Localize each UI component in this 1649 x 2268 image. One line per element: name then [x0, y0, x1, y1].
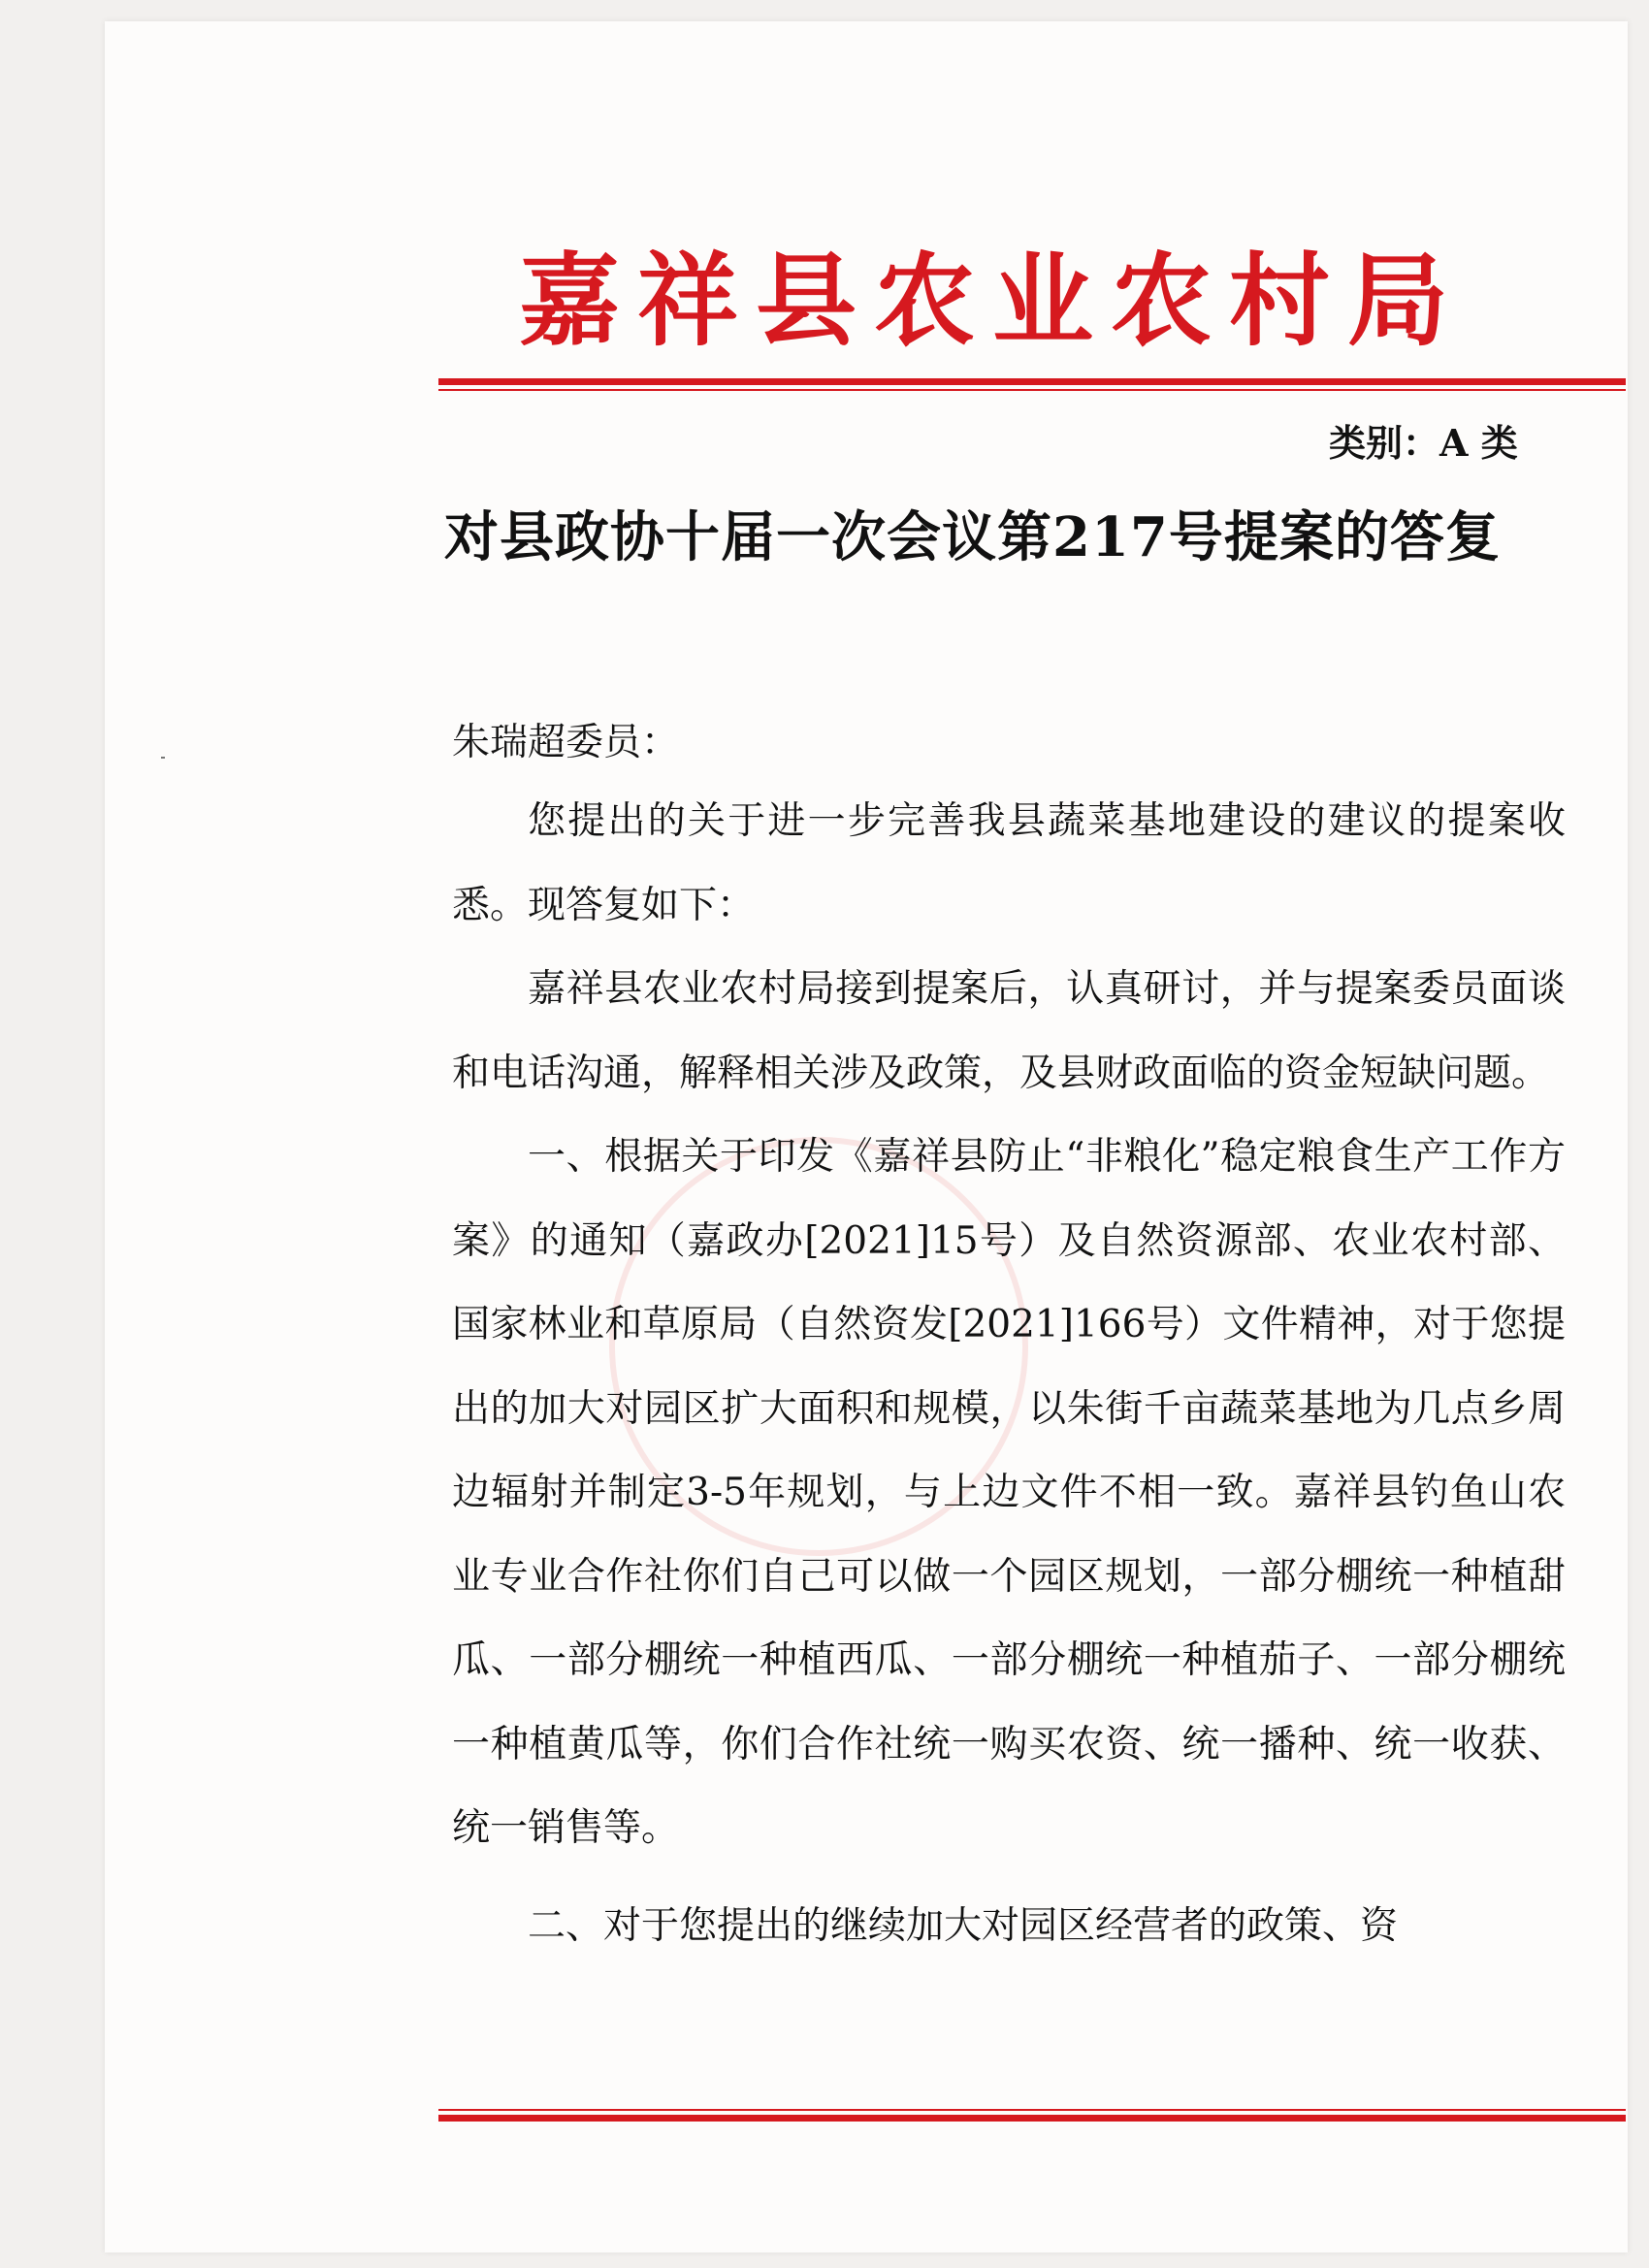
document-body [452, 780, 1566, 1968]
paragraph-point-two: 二、对于您提出的继续加大对园区经营者的政策、资 [528, 1903, 1399, 1948]
footer-red-rule-thin [438, 2109, 1626, 2111]
category-label: 类别：A 类 [1329, 421, 1518, 465]
footer-red-rule-thick [438, 2115, 1626, 2122]
header-red-rule-thin [438, 389, 1626, 391]
salutation: 朱瑞超委员： [452, 721, 680, 764]
header-red-rule-thick [438, 378, 1626, 385]
agency-header: 嘉祥县农业农村局 [518, 241, 1466, 360]
paragraph-point-one: 一、根据关于印发《嘉祥县防止“非粮化”稳定粮食生产工作方案》的通知（嘉政办[2021]15号）及自然资源部、农业农村部、国家林业和草原局（自然资发[2021]166号）文件精神，对于您提出的加大对园区扩大面积和规模，以朱街千亩蔬菜基地为几点乡周边辐射并制定3-5年规划，与上边文件不相一致。嘉祥县钓鱼山农业专业合作社你们自己可以做一个园区规划，一部分棚统一种植甜瓜、一部分棚统一种植西瓜、一部分棚统一种植茄子、一部分棚统一种植黄瓜等，你们合作社统一购买农资、统一播种、统一收获、统一销售等。 [452, 1135, 1566, 1850]
paragraph-intro: 您提出的关于进一步完善我县蔬菜基地建设的建议的提案收悉。现答复如下： [452, 799, 1566, 927]
paragraph-response: 嘉祥县农业农村局接到提案后，认真研讨，并与提案委员面谈和电话沟通，解释相关涉及政策，及县财政面临的资金短缺问题。 [452, 967, 1566, 1095]
scan-speck [161, 757, 165, 759]
document-page [105, 21, 1628, 2252]
document-title: 对县政协十届一次会议第217号提案的答复 [444, 505, 1501, 569]
